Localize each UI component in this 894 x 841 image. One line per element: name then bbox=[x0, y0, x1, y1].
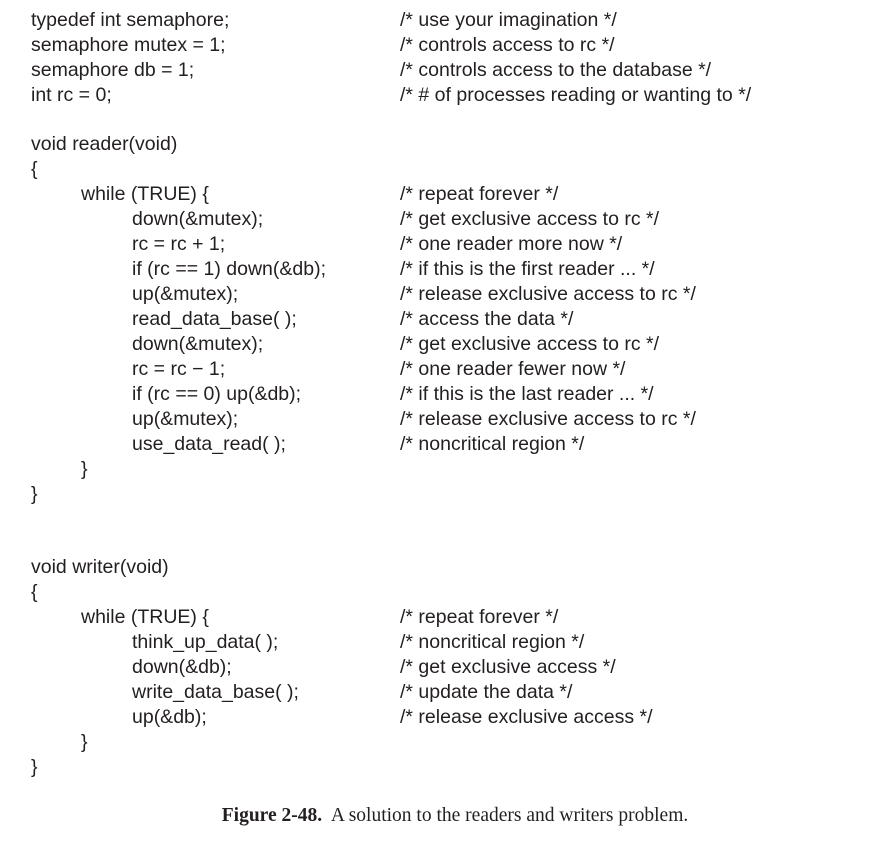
code-line bbox=[0, 555, 894, 579]
code-line bbox=[0, 232, 894, 256]
code-line bbox=[0, 407, 894, 431]
code-comment: /* if this is the last reader ... */ bbox=[400, 383, 654, 405]
code-line bbox=[0, 382, 894, 406]
code-line bbox=[0, 58, 894, 82]
code-line bbox=[0, 8, 894, 32]
close-brace: } bbox=[31, 756, 38, 778]
close-brace: } bbox=[31, 483, 38, 505]
code-text: up(&db); bbox=[132, 706, 207, 728]
code-text: up(&mutex); bbox=[132, 408, 239, 430]
code-text: down(&db); bbox=[132, 656, 232, 678]
code-line bbox=[0, 457, 894, 481]
code-comment: /* update the data */ bbox=[400, 681, 573, 703]
code-line bbox=[0, 680, 894, 704]
code-comment: /* get exclusive access to rc */ bbox=[400, 208, 660, 230]
code-text: while (TRUE) { bbox=[81, 606, 209, 628]
close-brace: } bbox=[81, 731, 88, 753]
code-line bbox=[0, 755, 894, 779]
code-line bbox=[0, 580, 894, 604]
code-comment: /* release exclusive access to rc */ bbox=[400, 283, 696, 305]
code-line bbox=[0, 605, 894, 629]
code-line bbox=[0, 482, 894, 506]
code-comment: /* access the data */ bbox=[400, 308, 574, 330]
code-text: if (rc == 1) down(&db); bbox=[132, 258, 326, 280]
code-comment: /* release exclusive access */ bbox=[400, 706, 653, 728]
code-text: if (rc == 0) up(&db); bbox=[132, 383, 302, 405]
code-comment: /* repeat forever */ bbox=[400, 183, 559, 205]
code-comment: /* one reader more now */ bbox=[400, 233, 623, 255]
code-text: write_data_base( ); bbox=[132, 681, 299, 703]
open-brace: { bbox=[31, 581, 38, 603]
code-line bbox=[0, 655, 894, 679]
function-signature: void writer(void) bbox=[31, 556, 169, 578]
open-brace: { bbox=[31, 158, 38, 180]
code-line bbox=[0, 83, 894, 107]
code-comment: /* # of processes reading or wanting to */ bbox=[400, 84, 752, 106]
code-comment: /* noncritical region */ bbox=[400, 433, 585, 455]
close-brace: } bbox=[81, 458, 88, 480]
code-text: read_data_base( ); bbox=[132, 308, 297, 330]
code-comment: /* noncritical region */ bbox=[400, 631, 585, 653]
code-comment: /* use your imagination */ bbox=[400, 9, 617, 31]
code-line bbox=[0, 282, 894, 306]
code-line bbox=[0, 33, 894, 57]
code-comment: /* repeat forever */ bbox=[400, 606, 559, 628]
code-line bbox=[0, 307, 894, 331]
code-text: rc = rc + 1; bbox=[132, 233, 226, 255]
code-comment: /* if this is the first reader ... */ bbox=[400, 258, 655, 280]
figure-caption-text: A solution to the readers and writers problem. bbox=[330, 805, 689, 826]
code-text: int rc = 0; bbox=[31, 84, 112, 106]
code-text: use_data_read( ); bbox=[132, 433, 286, 455]
code-line bbox=[0, 357, 894, 381]
code-text: down(&mutex); bbox=[132, 208, 264, 230]
code-line bbox=[0, 432, 894, 456]
code-text: while (TRUE) { bbox=[81, 183, 209, 205]
code-text: typedef int semaphore; bbox=[31, 9, 230, 31]
code-comment: /* get exclusive access */ bbox=[400, 656, 616, 678]
figure-caption bbox=[0, 803, 894, 829]
code-line bbox=[0, 730, 894, 754]
code-text: semaphore mutex = 1; bbox=[31, 34, 226, 56]
function-signature: void reader(void) bbox=[31, 133, 178, 155]
code-line bbox=[0, 257, 894, 281]
code-comment: /* release exclusive access to rc */ bbox=[400, 408, 696, 430]
code-text: rc = rc − 1; bbox=[132, 358, 226, 380]
code-text: think_up_data( ); bbox=[132, 631, 279, 653]
code-text: down(&mutex); bbox=[132, 333, 264, 355]
figure-label: Figure 2-48. bbox=[221, 805, 323, 826]
code-line bbox=[0, 705, 894, 729]
code-line bbox=[0, 182, 894, 206]
code-comment: /* controls access to rc */ bbox=[400, 34, 615, 56]
code-line bbox=[0, 157, 894, 181]
code-comment: /* one reader fewer now */ bbox=[400, 358, 626, 380]
code-text: up(&mutex); bbox=[132, 283, 239, 305]
code-comment: /* controls access to the database */ bbox=[400, 59, 712, 81]
code-line bbox=[0, 630, 894, 654]
code-line bbox=[0, 207, 894, 231]
code-comment: /* get exclusive access to rc */ bbox=[400, 333, 660, 355]
code-line bbox=[0, 132, 894, 156]
code-line bbox=[0, 332, 894, 356]
code-text: semaphore db = 1; bbox=[31, 59, 195, 81]
